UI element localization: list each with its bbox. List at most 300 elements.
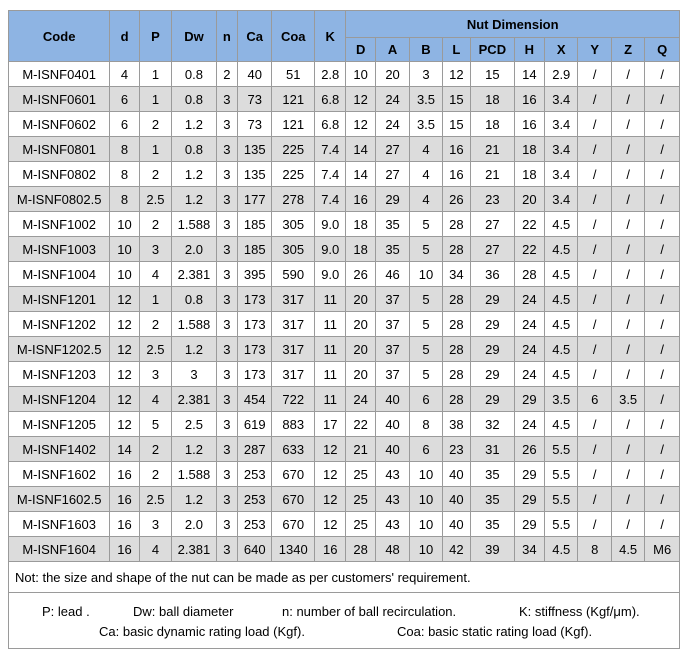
header-ca: Ca	[238, 11, 272, 62]
cell-code: M-ISNF0601	[9, 87, 110, 112]
table-cell: 317	[272, 312, 315, 337]
table-cell: 590	[272, 262, 315, 287]
table-cell: 1.2	[172, 337, 217, 362]
table-cell: 10	[410, 262, 442, 287]
table-cell: 3	[216, 337, 237, 362]
table-cell: /	[578, 137, 611, 162]
table-row	[9, 387, 680, 412]
table-cell: 2	[139, 112, 171, 137]
table-cell: 4.5	[545, 537, 578, 562]
table-cell: 6.8	[315, 87, 346, 112]
table-cell: 25	[346, 512, 375, 537]
table-cell: 10	[110, 237, 139, 262]
table-cell: /	[578, 337, 611, 362]
table-cell: 28	[442, 387, 470, 412]
table-cell: 0.8	[172, 62, 217, 87]
table-cell: 5	[410, 312, 442, 337]
table-cell: 27	[375, 162, 409, 187]
table-cell: /	[645, 162, 680, 187]
table-cell: /	[611, 162, 644, 187]
legend-coa: Coa: basic static rating load (Kgf).	[397, 624, 593, 639]
table-cell: 24	[514, 287, 544, 312]
table-row	[9, 187, 680, 212]
table-cell: 2.5	[139, 487, 171, 512]
table-cell: 3.4	[545, 87, 578, 112]
table-cell: 20	[346, 362, 375, 387]
table-cell: 16	[346, 187, 375, 212]
table-cell: 2.381	[172, 262, 217, 287]
table-cell: 35	[375, 212, 409, 237]
table-cell: 51	[272, 62, 315, 87]
table-cell: 28	[442, 212, 470, 237]
table-cell: 4.5	[545, 212, 578, 237]
table-cell: 3	[216, 212, 237, 237]
table-cell: 24	[514, 412, 544, 437]
table-cell: 3	[216, 362, 237, 387]
table-cell: 3	[216, 262, 237, 287]
table-cell: /	[578, 437, 611, 462]
table-cell: 185	[238, 237, 272, 262]
table-cell: 5	[410, 287, 442, 312]
table-cell: 3	[216, 512, 237, 537]
table-cell: /	[611, 262, 644, 287]
table-cell: 29	[471, 312, 515, 337]
table-cell: 305	[272, 212, 315, 237]
table-cell: 23	[471, 187, 515, 212]
table-cell: /	[611, 237, 644, 262]
table-cell: 135	[238, 162, 272, 187]
table-cell: 3	[139, 512, 171, 537]
table-cell: 16	[442, 162, 470, 187]
table-cell: 11	[315, 287, 346, 312]
cell-code: M-ISNF1004	[9, 262, 110, 287]
header-nut-h: H	[514, 38, 544, 62]
table-cell: 3.5	[410, 112, 442, 137]
table-cell: /	[645, 512, 680, 537]
table-cell: 5	[410, 237, 442, 262]
table-cell: 11	[315, 312, 346, 337]
cell-code: M-ISNF1202.5	[9, 337, 110, 362]
table-cell: 10	[410, 512, 442, 537]
table-cell: 3.4	[545, 137, 578, 162]
table-cell: 135	[238, 137, 272, 162]
cell-code: M-ISNF1203	[9, 362, 110, 387]
table-cell: 5	[410, 362, 442, 387]
table-row	[9, 262, 680, 287]
cell-code: M-ISNF0602	[9, 112, 110, 137]
table-row	[9, 312, 680, 337]
table-cell: 5.5	[545, 462, 578, 487]
table-cell: 12	[110, 287, 139, 312]
table-cell: 10	[110, 212, 139, 237]
table-row	[9, 337, 680, 362]
header-dw: Dw	[172, 11, 217, 62]
table-cell: /	[645, 462, 680, 487]
table-cell: 16	[442, 137, 470, 162]
table-cell: 8	[110, 137, 139, 162]
table-cell: 29	[471, 387, 515, 412]
table-cell: 29	[471, 337, 515, 362]
table-cell: 73	[238, 87, 272, 112]
table-cell: 29	[514, 512, 544, 537]
table-cell: M6	[645, 537, 680, 562]
header-code: Code	[9, 11, 110, 62]
table-cell: 29	[514, 487, 544, 512]
table-cell: 16	[514, 112, 544, 137]
table-row	[9, 237, 680, 262]
table-cell: 3.5	[611, 387, 644, 412]
table-cell: 121	[272, 112, 315, 137]
table-cell: 11	[315, 362, 346, 387]
table-cell: 3	[216, 537, 237, 562]
table-cell: 2	[139, 462, 171, 487]
table-cell: 35	[471, 487, 515, 512]
header-nut-q: Q	[645, 38, 680, 62]
legend-dw: Dw: ball diameter	[133, 604, 234, 619]
table-cell: /	[578, 112, 611, 137]
table-cell: 3	[216, 187, 237, 212]
table-cell: 4.5	[545, 237, 578, 262]
cell-code: M-ISNF1602	[9, 462, 110, 487]
table-cell: 29	[471, 287, 515, 312]
table-cell: 0.8	[172, 287, 217, 312]
table-cell: 1.588	[172, 212, 217, 237]
table-cell: 4.5	[545, 362, 578, 387]
table-cell: 640	[238, 537, 272, 562]
table-cell: 34	[514, 537, 544, 562]
table-cell: /	[578, 262, 611, 287]
table-cell: 4	[139, 387, 171, 412]
cell-code: M-ISNF1402	[9, 437, 110, 462]
table-cell: 4.5	[545, 312, 578, 337]
table-cell: 3	[216, 412, 237, 437]
table-cell: 3	[139, 362, 171, 387]
table-row	[9, 287, 680, 312]
table-cell: 5.5	[545, 487, 578, 512]
cell-code: M-ISNF0401	[9, 62, 110, 87]
table-cell: 3	[216, 162, 237, 187]
table-cell: 36	[471, 262, 515, 287]
legend	[8, 593, 680, 649]
table-cell: 24	[375, 112, 409, 137]
table-cell: /	[611, 412, 644, 437]
table-row	[9, 137, 680, 162]
table-cell: 5	[139, 412, 171, 437]
table-cell: 2	[139, 312, 171, 337]
table-cell: 43	[375, 487, 409, 512]
table-cell: 16	[514, 87, 544, 112]
table-cell: /	[578, 487, 611, 512]
cell-code: M-ISNF1205	[9, 412, 110, 437]
table-cell: 35	[471, 462, 515, 487]
table-cell: /	[611, 212, 644, 237]
table-cell: 20	[375, 62, 409, 87]
table-cell: 1.588	[172, 462, 217, 487]
table-row	[9, 412, 680, 437]
table-cell: 3	[216, 137, 237, 162]
table-cell: 10	[110, 262, 139, 287]
table-cell: 26	[442, 187, 470, 212]
cell-code: M-ISNF1602.5	[9, 487, 110, 512]
table-cell: 4.5	[611, 537, 644, 562]
ball-screw-nut-table	[8, 10, 680, 562]
table-cell: 3.4	[545, 187, 578, 212]
table-cell: 14	[514, 62, 544, 87]
table-cell: 35	[471, 512, 515, 537]
table-cell: 12	[110, 412, 139, 437]
cell-code: M-ISNF1202	[9, 312, 110, 337]
table-cell: 15	[442, 87, 470, 112]
table-cell: 11	[315, 387, 346, 412]
table-cell: 15	[442, 112, 470, 137]
table-cell: 21	[346, 437, 375, 462]
table-cell: 46	[375, 262, 409, 287]
table-row	[9, 437, 680, 462]
table-cell: 3	[216, 462, 237, 487]
table-cell: /	[611, 112, 644, 137]
cell-code: M-ISNF1003	[9, 237, 110, 262]
table-cell: 1.2	[172, 487, 217, 512]
table-cell: 395	[238, 262, 272, 287]
header-n: n	[216, 11, 237, 62]
table-cell: 3	[216, 287, 237, 312]
table-cell: 0.8	[172, 137, 217, 162]
table-cell: 1340	[272, 537, 315, 562]
table-cell: 6	[110, 87, 139, 112]
table-cell: 28	[514, 262, 544, 287]
table-cell: 2.381	[172, 387, 217, 412]
table-cell: /	[645, 212, 680, 237]
table-cell: 37	[375, 337, 409, 362]
table-cell: 287	[238, 437, 272, 462]
table-cell: 43	[375, 512, 409, 537]
header-k: K	[315, 11, 346, 62]
table-cell: 121	[272, 87, 315, 112]
table-cell: 20	[346, 287, 375, 312]
table-cell: 18	[514, 137, 544, 162]
legend-ca: Ca: basic dynamic rating load (Kgf).	[99, 624, 305, 639]
table-cell: 14	[110, 437, 139, 462]
table-cell: 14	[346, 162, 375, 187]
table-cell: 670	[272, 462, 315, 487]
header-p: P	[139, 11, 171, 62]
table-row	[9, 537, 680, 562]
table-cell: 4	[139, 262, 171, 287]
table-row	[9, 87, 680, 112]
table-cell: 6	[578, 387, 611, 412]
table-row	[9, 112, 680, 137]
table-cell: 40	[442, 487, 470, 512]
table-cell: 173	[238, 312, 272, 337]
table-cell: 278	[272, 187, 315, 212]
table-cell: /	[578, 412, 611, 437]
table-row	[9, 62, 680, 87]
table-cell: 12	[110, 312, 139, 337]
table-cell: 2.9	[545, 62, 578, 87]
table-cell: 4	[410, 162, 442, 187]
cell-code: M-ISNF1201	[9, 287, 110, 312]
table-cell: 26	[514, 437, 544, 462]
table-cell: 24	[514, 337, 544, 362]
table-cell: 24	[514, 362, 544, 387]
table-cell: 3	[216, 87, 237, 112]
table-cell: 29	[514, 462, 544, 487]
table-cell: /	[645, 487, 680, 512]
table-cell: 23	[442, 437, 470, 462]
table-cell: 11	[315, 337, 346, 362]
header-nut-a: A	[375, 38, 409, 62]
table-cell: 9.0	[315, 212, 346, 237]
table-cell: 12	[315, 437, 346, 462]
table-cell: 3.4	[545, 162, 578, 187]
table-cell: 3	[216, 237, 237, 262]
table-cell: 177	[238, 187, 272, 212]
table-cell: 3	[172, 362, 217, 387]
table-cell: 21	[471, 137, 515, 162]
table-cell: 3	[410, 62, 442, 87]
table-cell: /	[611, 512, 644, 537]
table-cell: 3	[216, 437, 237, 462]
table-cell: 4.5	[545, 412, 578, 437]
table-cell: 1.2	[172, 437, 217, 462]
table-cell: 4	[410, 137, 442, 162]
table-cell: 3.5	[410, 87, 442, 112]
table-cell: 1.588	[172, 312, 217, 337]
table-cell: 225	[272, 162, 315, 187]
table-cell: 4	[110, 62, 139, 87]
legend-k: K: stiffness (Kgf/μm).	[519, 604, 640, 619]
cell-code: M-ISNF0802	[9, 162, 110, 187]
header-nut-y: Y	[578, 38, 611, 62]
table-cell: /	[611, 337, 644, 362]
table-cell: /	[578, 287, 611, 312]
table-cell: 185	[238, 212, 272, 237]
table-cell: 18	[471, 112, 515, 137]
table-cell: 6.8	[315, 112, 346, 137]
cell-code: M-ISNF1204	[9, 387, 110, 412]
table-row	[9, 212, 680, 237]
table-cell: 5.5	[545, 437, 578, 462]
table-cell: /	[611, 437, 644, 462]
legend-p: P: lead .	[42, 604, 90, 619]
table-cell: 35	[375, 237, 409, 262]
table-row	[9, 487, 680, 512]
table-cell: /	[611, 62, 644, 87]
table-cell: 8	[110, 187, 139, 212]
table-cell: 7.4	[315, 162, 346, 187]
table-cell: 2.0	[172, 512, 217, 537]
table-cell: 883	[272, 412, 315, 437]
table-cell: /	[578, 187, 611, 212]
table-cell: 5	[410, 212, 442, 237]
table-cell: 37	[375, 312, 409, 337]
table-cell: 28	[442, 237, 470, 262]
table-cell: 43	[375, 462, 409, 487]
table-cell: 24	[375, 87, 409, 112]
table-cell: 12	[110, 362, 139, 387]
cell-code: M-ISNF0802.5	[9, 187, 110, 212]
table-cell: 48	[375, 537, 409, 562]
table-cell: 4	[139, 537, 171, 562]
table-cell: /	[611, 312, 644, 337]
table-cell: 40	[238, 62, 272, 87]
table-cell: 25	[346, 462, 375, 487]
cell-code: M-ISNF1604	[9, 537, 110, 562]
table-cell: 173	[238, 287, 272, 312]
table-cell: 40	[375, 437, 409, 462]
table-cell: /	[645, 362, 680, 387]
table-cell: 28	[442, 312, 470, 337]
table-cell: /	[611, 462, 644, 487]
table-cell: 173	[238, 337, 272, 362]
table-cell: 38	[442, 412, 470, 437]
table-cell: 8	[410, 412, 442, 437]
table-cell: 25	[346, 487, 375, 512]
table-cell: 2	[139, 162, 171, 187]
table-cell: 28	[442, 362, 470, 387]
table-cell: 22	[346, 412, 375, 437]
table-cell: 2.5	[139, 337, 171, 362]
table-cell: 32	[471, 412, 515, 437]
table-cell: 20	[514, 187, 544, 212]
table-cell: 5	[410, 337, 442, 362]
table-cell: 5.5	[545, 512, 578, 537]
table-cell: 7.4	[315, 187, 346, 212]
table-cell: /	[578, 362, 611, 387]
table-cell: 28	[346, 537, 375, 562]
table-cell: 1	[139, 87, 171, 112]
table-cell: 29	[471, 362, 515, 387]
table-cell: 8	[578, 537, 611, 562]
table-cell: 2.8	[315, 62, 346, 87]
table-cell: 8	[110, 162, 139, 187]
table-cell: 1	[139, 287, 171, 312]
table-cell: 3	[216, 487, 237, 512]
table-cell: 2.5	[172, 412, 217, 437]
table-cell: /	[611, 362, 644, 387]
table-cell: /	[645, 287, 680, 312]
table-cell: 3	[216, 112, 237, 137]
table-cell: 4.5	[545, 287, 578, 312]
header-coa: Coa	[272, 11, 315, 62]
table-cell: 317	[272, 287, 315, 312]
table-cell: 2.381	[172, 537, 217, 562]
table-cell: 29	[375, 187, 409, 212]
table-cell: 7.4	[315, 137, 346, 162]
table-cell: 2	[216, 62, 237, 87]
table-cell: 40	[375, 387, 409, 412]
table-cell: 10	[410, 462, 442, 487]
table-cell: 28	[442, 337, 470, 362]
table-cell: 6	[410, 437, 442, 462]
table-cell: /	[645, 62, 680, 87]
table-row	[9, 162, 680, 187]
table-cell: 18	[471, 87, 515, 112]
table-cell: 24	[514, 312, 544, 337]
table-cell: /	[645, 437, 680, 462]
table-cell: /	[578, 212, 611, 237]
table-cell: 305	[272, 237, 315, 262]
table-row	[9, 512, 680, 537]
header-nut-b: B	[410, 38, 442, 62]
table-cell: 253	[238, 487, 272, 512]
table-cell: /	[645, 262, 680, 287]
table-cell: /	[645, 237, 680, 262]
table-cell: 3	[139, 237, 171, 262]
table-cell: /	[645, 112, 680, 137]
table-cell: 619	[238, 412, 272, 437]
legend-n: n: number of ball recirculation.	[282, 604, 457, 619]
